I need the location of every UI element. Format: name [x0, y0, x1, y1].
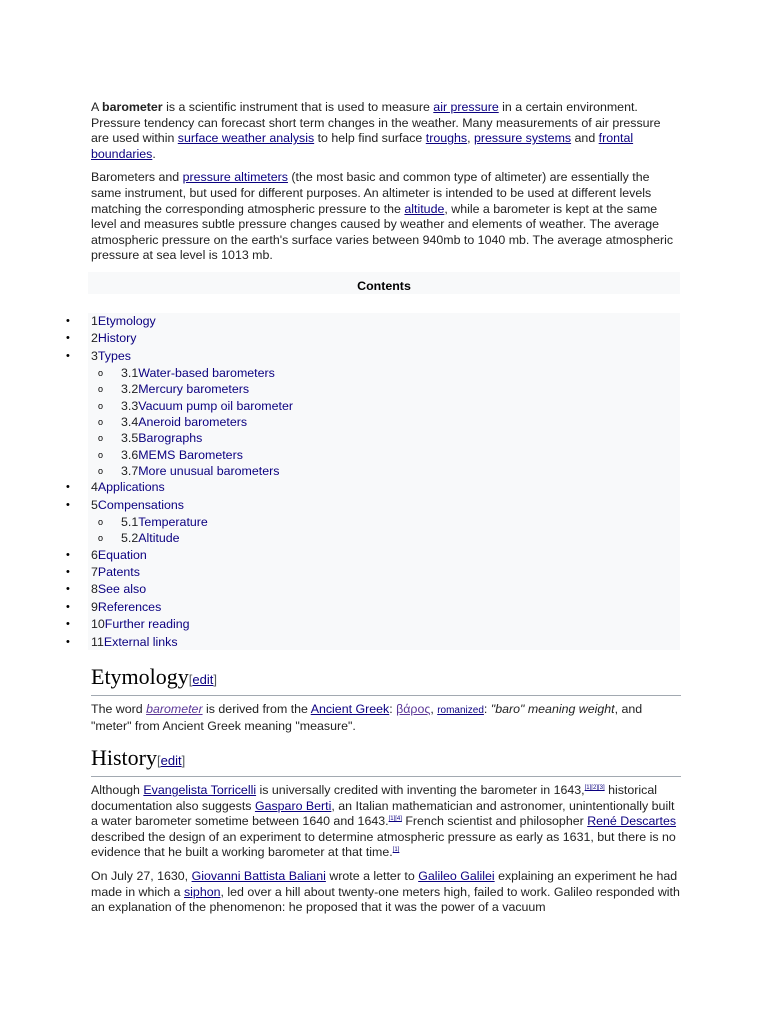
- text: French scientist and philosopher: [401, 814, 588, 829]
- toc-link[interactable]: More unusual barometers: [138, 463, 280, 478]
- table-of-contents: [0, 313, 680, 651]
- bullet-icon: •: [66, 481, 70, 494]
- toc-number: 11: [91, 634, 104, 649]
- intro: [91, 100, 681, 272]
- toc-number: 5: [91, 497, 98, 512]
- toc-item[interactable]: [0, 634, 680, 651]
- toc-link[interactable]: Aneroid barometers: [138, 415, 248, 430]
- toc-item[interactable]: [0, 497, 680, 514]
- toc-link[interactable]: Mercury barometers: [138, 382, 250, 397]
- toc-number: 3.6: [121, 447, 139, 462]
- link-descartes[interactable]: René Descartes: [587, 814, 677, 829]
- heading-text: History: [91, 745, 157, 770]
- text: ,: [467, 131, 474, 146]
- toc-link[interactable]: Applications: [97, 480, 165, 495]
- toc-number: 4: [91, 480, 98, 495]
- text: .: [152, 146, 156, 161]
- toc-number: 7: [91, 565, 98, 580]
- text: , an Italian mathematician and astronomer, unintentionally built a water barometer sometime between 1640 and 1643.: [91, 798, 675, 829]
- edit-link-history[interactable]: edit: [160, 753, 182, 768]
- text: Although: [91, 783, 144, 797]
- text: to help find surface: [314, 131, 426, 146]
- toc-item[interactable]: [0, 581, 680, 598]
- toc-link[interactable]: Compensations: [97, 497, 184, 512]
- toc-number: 1: [91, 314, 98, 328]
- section-etymology: [91, 664, 681, 742]
- toc-item[interactable]: [0, 348, 680, 365]
- text: is derived from the: [202, 702, 311, 716]
- circle-bullet-icon: o: [98, 433, 104, 444]
- toc-number: 2: [91, 331, 98, 346]
- text: The word: [91, 702, 147, 716]
- history-paragraph-2: [91, 869, 681, 916]
- edit-section: [157, 753, 185, 768]
- toc-link[interactable]: MEMS Barometers: [138, 447, 243, 462]
- link-pressure-systems[interactable]: pressure systems: [474, 131, 572, 146]
- toc-link[interactable]: Etymology: [97, 314, 156, 328]
- bullet-icon: •: [66, 315, 70, 327]
- toc-item[interactable]: [0, 365, 680, 381]
- citation-ref[interactable]: [1][2][3]: [584, 785, 605, 791]
- toc-link[interactable]: Vacuum pump oil barometer: [138, 398, 293, 413]
- toc-link[interactable]: Altitude: [138, 531, 180, 546]
- quote-text: "baro" meaning weight: [490, 702, 615, 716]
- link-frontal-boundaries[interactable]: frontal boundaries: [91, 131, 634, 161]
- heading-text: Etymology: [91, 664, 189, 689]
- toc-item[interactable]: [0, 447, 680, 463]
- toc-link[interactable]: See also: [97, 582, 147, 597]
- heading-history: [91, 745, 681, 777]
- toc-number: 10: [91, 617, 105, 632]
- text: in a certain environment. Pressure tendency can forecast short term changes in the weather. Many measurements of air pressure are used within: [91, 100, 661, 146]
- toc-link[interactable]: Types: [97, 348, 131, 363]
- toc-item[interactable]: [0, 313, 680, 330]
- etymology-paragraph: [91, 702, 681, 734]
- toc-number: 5.2: [121, 531, 139, 546]
- toc-link[interactable]: Patents: [97, 565, 140, 580]
- history-paragraph-1: [91, 783, 681, 861]
- link-greek-word[interactable]: βάρος: [396, 702, 431, 716]
- text: historical documentation also suggests: [91, 783, 657, 813]
- toc-number: 5.1: [121, 515, 139, 530]
- toc-item[interactable]: [0, 530, 680, 546]
- link-baliani[interactable]: Giovanni Battista Baliani: [191, 868, 326, 883]
- toc-link[interactable]: Temperature: [138, 515, 208, 530]
- text: :: [389, 702, 397, 716]
- link-troughs[interactable]: troughs: [425, 131, 468, 146]
- toc-number: 8: [91, 582, 98, 597]
- link-siphon[interactable]: siphon: [183, 884, 221, 899]
- bullet-icon: •: [66, 583, 70, 596]
- toc-item[interactable]: [0, 330, 680, 347]
- toc-item[interactable]: [0, 381, 680, 397]
- toc-item[interactable]: [0, 564, 680, 581]
- text: , led over a hill about twenty-one meters high, failed to work. Galileo responded with an explanation of the phenomenon: he proposed that it was the power of a vacuum: [91, 884, 680, 915]
- text: is universally credited with inventing the barometer in 1643,: [256, 783, 585, 797]
- link-barometer[interactable]: barometer: [146, 702, 203, 716]
- toc-item[interactable]: [0, 430, 680, 446]
- text: :: [483, 702, 491, 716]
- text: ,: [430, 702, 438, 716]
- toc-link[interactable]: Barographs: [138, 431, 203, 446]
- bullet-icon: •: [66, 566, 70, 579]
- bullet-icon: •: [66, 600, 70, 613]
- toc-number: 3.2: [121, 382, 139, 397]
- link-pressure-altimeters[interactable]: pressure altimeters: [182, 170, 288, 185]
- link-air-pressure[interactable]: air pressure: [433, 100, 499, 114]
- toc-number: 3.3: [121, 398, 139, 413]
- text: , while a barometer is kept at the same level and measures subtle pressure changes caused by weather and elements of weather. The average atmospheric pressure on the earth's surface varies between 940mb to 1040 mb. The average atmospheric pressure at sea level is 1013 mb.: [91, 201, 674, 263]
- text: (the most basic and common type of altimeter) are essentially the same instrument, but used for different purposes. An altimeter is intended to be used at different levels matching the corresponding atmospheric pressure to the: [91, 170, 652, 216]
- bullet-icon: •: [66, 618, 70, 631]
- bullet-icon: •: [66, 548, 70, 561]
- circle-bullet-icon: o: [98, 417, 104, 428]
- toc-link[interactable]: Equation: [97, 547, 147, 562]
- toc-number: 3.7: [121, 463, 139, 478]
- toc-number: 6: [91, 547, 98, 562]
- toc-link[interactable]: Water-based barometers: [138, 366, 275, 381]
- circle-bullet-icon: o: [98, 517, 104, 528]
- toc-number: 3.1: [121, 366, 139, 381]
- edit-bracket: [: [188, 672, 193, 687]
- link-galileo[interactable]: Galileo Galilei: [418, 868, 495, 883]
- circle-bullet-icon: o: [98, 400, 104, 411]
- toc-item[interactable]: [0, 398, 680, 414]
- bullet-icon: •: [66, 498, 70, 511]
- intro-paragraph-2: [91, 170, 681, 264]
- toc-item[interactable]: [0, 547, 680, 564]
- bullet-icon: •: [66, 635, 70, 648]
- circle-bullet-icon: o: [98, 449, 104, 460]
- bold-term: barometer: [102, 100, 163, 114]
- text: explaining an experiment he had made in which a: [91, 868, 678, 899]
- link-romanized[interactable]: romanized: [437, 705, 484, 716]
- text: A: [91, 100, 103, 114]
- toc-item[interactable]: [0, 616, 680, 633]
- toc-item[interactable]: [0, 514, 680, 530]
- text: On July 27, 1630,: [91, 868, 192, 883]
- toc-item[interactable]: [0, 599, 680, 616]
- section-history: [91, 745, 681, 924]
- link-berti[interactable]: Gasparo Berti: [254, 798, 332, 813]
- link-torricelli[interactable]: Evangelista Torricelli: [143, 783, 257, 797]
- citation-ref[interactable]: [1][4]: [388, 816, 402, 823]
- link-altitude[interactable]: altitude: [404, 201, 445, 216]
- text: , and "meter" from Ancient Greek meaning "measure".: [91, 702, 643, 733]
- circle-bullet-icon: o: [98, 368, 104, 379]
- toc-link[interactable]: References: [97, 599, 162, 614]
- edit-link-etymology[interactable]: edit: [192, 672, 214, 687]
- link-ancient-greek[interactable]: Ancient Greek: [310, 702, 390, 716]
- text: Barometers and: [91, 170, 183, 185]
- circle-bullet-icon: o: [98, 465, 104, 476]
- toc-number: 9: [91, 599, 98, 614]
- circle-bullet-icon: o: [98, 384, 104, 395]
- intro-paragraph-1: [91, 100, 681, 162]
- text: described the design of an experiment to determine atmospheric pressure as early as 1631, but there is no evidence that he built a working barometer at that time.: [91, 829, 676, 860]
- text: wrote a letter to: [325, 868, 419, 883]
- text: is a scientific instrument that is used to measure: [162, 100, 434, 114]
- toc-link[interactable]: External links: [103, 634, 178, 649]
- edit-bracket: ]: [213, 672, 217, 687]
- citation-ref[interactable]: [1]: [392, 847, 400, 854]
- toc-number: 3: [91, 348, 98, 363]
- toc-item[interactable]: [0, 463, 680, 479]
- toc-item[interactable]: [0, 414, 680, 430]
- toc-number: 3.5: [121, 431, 139, 446]
- circle-bullet-icon: o: [98, 533, 104, 544]
- toc-number: 3.4: [121, 415, 139, 430]
- toc-link[interactable]: Further reading: [104, 617, 190, 632]
- toc-title: Contents: [88, 272, 680, 294]
- heading-etymology: [91, 664, 681, 696]
- text: and: [571, 131, 599, 146]
- edit-section: [189, 672, 217, 687]
- bullet-icon: •: [66, 332, 70, 345]
- link-surface-weather-analysis[interactable]: surface weather analysis: [177, 131, 315, 146]
- edit-bracket: [: [157, 753, 161, 768]
- toc-item[interactable]: [0, 479, 680, 496]
- toc-link[interactable]: History: [97, 331, 137, 346]
- edit-bracket: ]: [181, 753, 186, 768]
- bullet-icon: •: [66, 349, 70, 362]
